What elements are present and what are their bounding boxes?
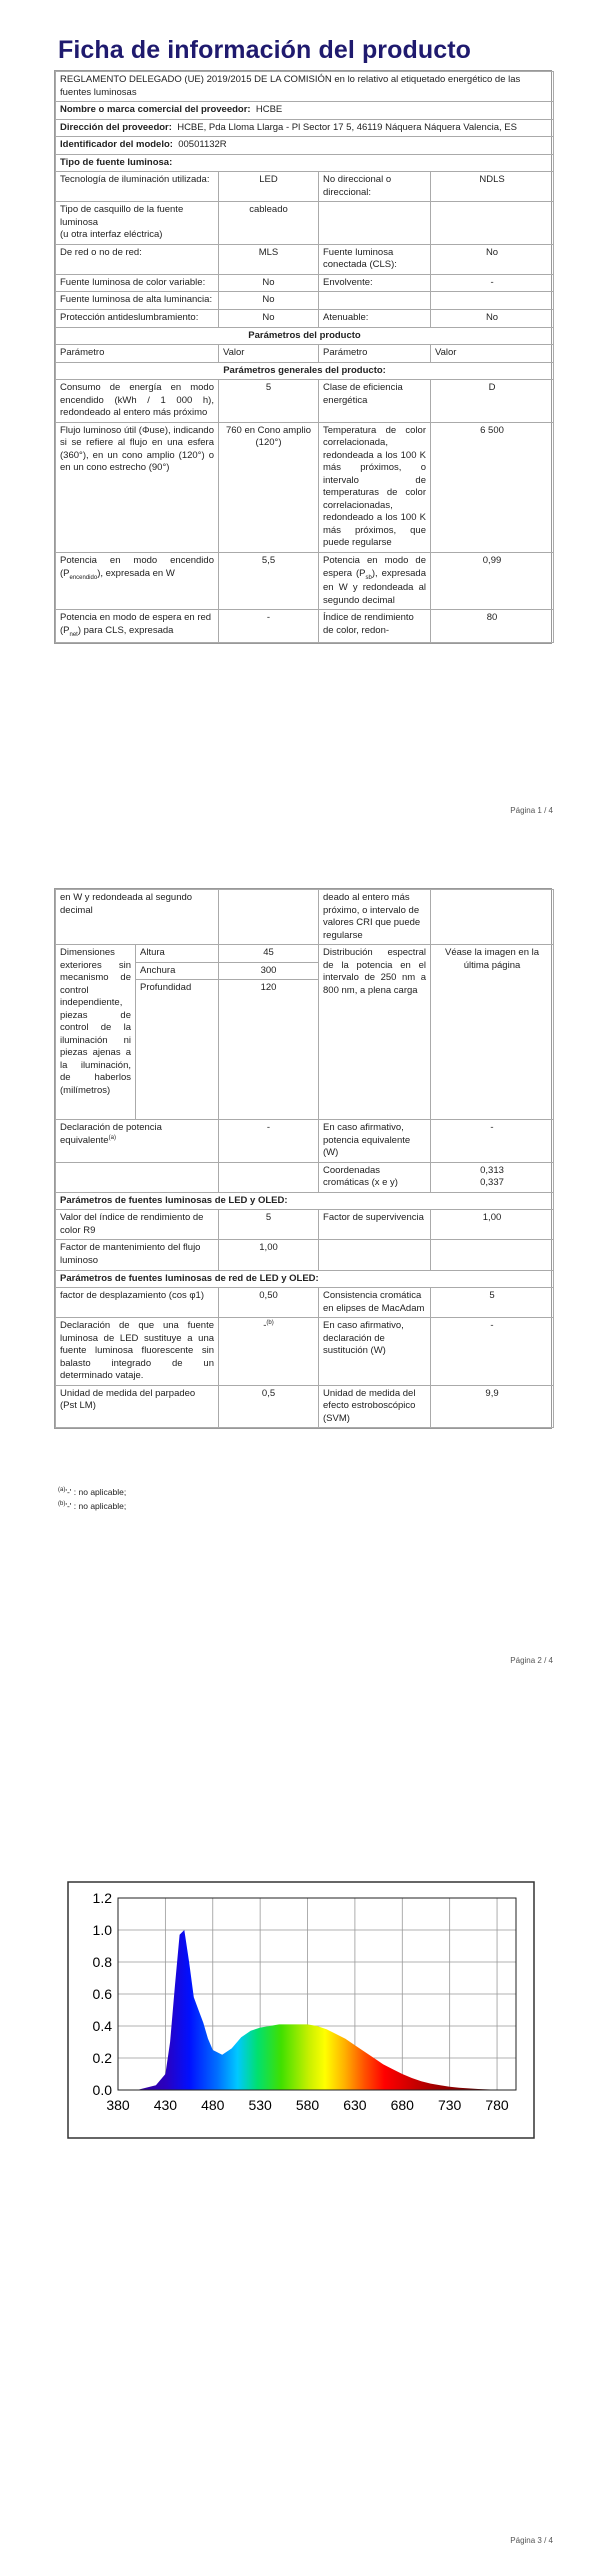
y-tick-label: 0.6	[92, 1986, 112, 2002]
product-info-table-1	[54, 70, 552, 644]
dimensions-label: Dimensiones exteriores sin mecanismo de control independiente, piezas de control de la iluminación ni piezas ajenas a la iluminación, de haberlos (milímetros)	[56, 945, 136, 1120]
led-row: Valor del índice de rendimiento de color R9 5 Factor de supervivencia 1,00	[56, 1210, 554, 1240]
source-type-label: Tipo de fuente luminosa:	[56, 154, 554, 172]
dimension-row: Anchura 300	[56, 962, 554, 980]
supplier-address-row	[56, 119, 554, 137]
y-tick-label: 0.4	[92, 2018, 112, 2034]
mains-row: Declaración de que una fuente luminosa de LED sustituye a una fuente luminosa fluorescente sin balasto integrado de un determinado vataje. -$^{(b)}$ En caso afirmativo, declaración de sustitución (W) -	[56, 1318, 554, 1386]
equiv-row: Declaración de potencia equivalente$^{(a)}$ - En caso afirmativo, potencia equivalente (W) -	[56, 1120, 554, 1163]
type-row: Protección antideslumbramiento: No Atenuable: No	[56, 309, 554, 327]
led-params-header: Parámetros de fuentes luminosas de LED y OLED:	[56, 1192, 554, 1210]
mains-params-header: Parámetros de fuentes luminosas de red de LED y OLED:	[56, 1270, 554, 1288]
y-tick-label: 0.8	[92, 1954, 112, 1970]
type-row: Tipo de casquillo de la fuente luminosa (u otra interfaz eléctrica) cableado	[56, 202, 554, 245]
x-tick-label: 680	[390, 2097, 414, 2113]
model-id: 00501132R	[178, 139, 227, 151]
page-2	[0, 880, 605, 1690]
y-tick-label: 1.2	[92, 1890, 112, 1906]
x-tick-label: 380	[106, 2097, 130, 2113]
type-row: Fuente luminosa de alta luminancia: No	[56, 292, 554, 310]
regulation-text: REGLAMENTO DELEGADO (UE) 2019/2015 DE LA COMISIÓN en lo relativo al etiquetado energético de las fuentes luminosas	[56, 72, 554, 102]
dimension-row: Dimensiones exteriores sin mecanismo de control independiente, piezas de control de la iluminación ni piezas ajenas a la iluminación, de haberlos (milímetros) Altura 45 Distribución espectral de la potencia en el intervalo de 250 nm a 800 nm, a plena carga Véase la imagen en la última página	[56, 945, 554, 963]
x-tick-label: 480	[201, 2097, 225, 2113]
dimension-row: Profundidad 120	[56, 980, 554, 1120]
footnote-a: $^{(a)}$'-' : no aplicable;	[58, 1487, 127, 1497]
x-tick-label: 430	[153, 2097, 178, 2113]
type-row: De red o no de red: MLS Fuente luminosa conectada (CLS): No	[56, 244, 554, 274]
mains-row: factor de desplazamiento (cos φ1) 0,50 Consistencia cromática en elipses de MacAdam 5	[56, 1288, 554, 1318]
x-tick-labels	[106, 2097, 509, 2113]
x-tick-label: 580	[295, 2097, 320, 2113]
supplier-name: HCBE	[255, 104, 283, 116]
supplier-address: HCBE, Pda Lloma Llarga - Pl Sector 17 5, 46119 Náquera Náquera Valencia, ES	[177, 121, 517, 133]
footnote-b: $^{(b)}$'-' : no aplicable;	[58, 1500, 127, 1511]
page-3	[0, 1880, 605, 2560]
general-row: Potencia en modo de espera en red $(P_{net})$ para CLS, expresada - Índice de rendimiento de color, redon- 80	[56, 610, 554, 642]
x-tick-label: 530	[248, 2097, 272, 2113]
type-row: Tecnología de iluminación utilizada: LED No direccional o direccional: NDLS	[56, 172, 554, 202]
chroma-row: Coordenadas cromáticas (x e y) 0,313 0,337	[56, 1162, 554, 1192]
x-tick-label: 730	[437, 2097, 462, 2113]
y-tick-label: 1.0	[92, 1922, 112, 1938]
footnotes	[58, 1486, 126, 1513]
page-1	[0, 0, 605, 820]
spectral-distribution-chart	[66, 1880, 536, 2140]
type-row: Fuente luminosa de color variable: No Envolvente: -	[56, 274, 554, 292]
supplier-name-row	[56, 102, 554, 120]
x-tick-label: 630	[343, 2097, 367, 2113]
general-row: Flujo luminoso útil (Φuse), indicando si se refiere al flujo en una esfera (360°), en un cono amplio (120°) o en un cono estrecho (90°) 760 en Cono amplio (120°) Temperatura de color correlacionada, redondeada a los 100 K más próximos, o intervalo de temperaturas de color correlacionadas, redondeado a los 100 K más próximos, que puede regularse 6 500	[56, 422, 554, 552]
y-tick-label: 0.2	[92, 2050, 112, 2066]
column-header-row: Parámetro Valor Parámetro Valor	[56, 345, 554, 363]
led-row: Factor de mantenimiento del flujo luminoso 1,00	[56, 1240, 554, 1270]
x-tick-label: 780	[485, 2097, 509, 2113]
mains-row: Unidad de medida del parpadeo (Pst LM) 0,5 Unidad de medida del efecto estroboscópico (SVM) 9,9	[56, 1385, 554, 1428]
model-row	[56, 137, 554, 155]
model-label: Identificador del modelo:	[60, 139, 173, 151]
general-row: Potencia en modo encendido $(P_{encendido})$, expresada en W 5,5 Potencia en modo de espera $(P_{sb})$, expresada en W y redondeada al segundo decimal 0,99	[56, 553, 554, 610]
general-row: Consumo de energía en modo encendido (kWh / 1 000 h), redondeado al entero más próximo 5 Clase de eficiencia energética D	[56, 380, 554, 423]
page-title: Ficha de información del producto	[58, 36, 472, 64]
continued-row: en W y redondeada al segundo decimal deado al entero más próximo, o intervalo de valores CRI que puede regularse	[56, 890, 554, 945]
page-number: Página 3 / 4	[510, 2536, 553, 2545]
supplier-name-label: Nombre o marca comercial del proveedor:	[60, 104, 251, 116]
general-params-header: Parámetros generales del producto:	[56, 362, 554, 380]
product-info-table-2	[54, 888, 552, 1429]
product-params-header: Parámetros del producto	[56, 327, 554, 345]
y-tick-label: 0.0	[92, 2082, 112, 2098]
page-number: Página 1 / 4	[510, 806, 553, 815]
supplier-address-label: Dirección del proveedor:	[60, 121, 172, 133]
page-number: Página 2 / 4	[510, 1656, 553, 1665]
